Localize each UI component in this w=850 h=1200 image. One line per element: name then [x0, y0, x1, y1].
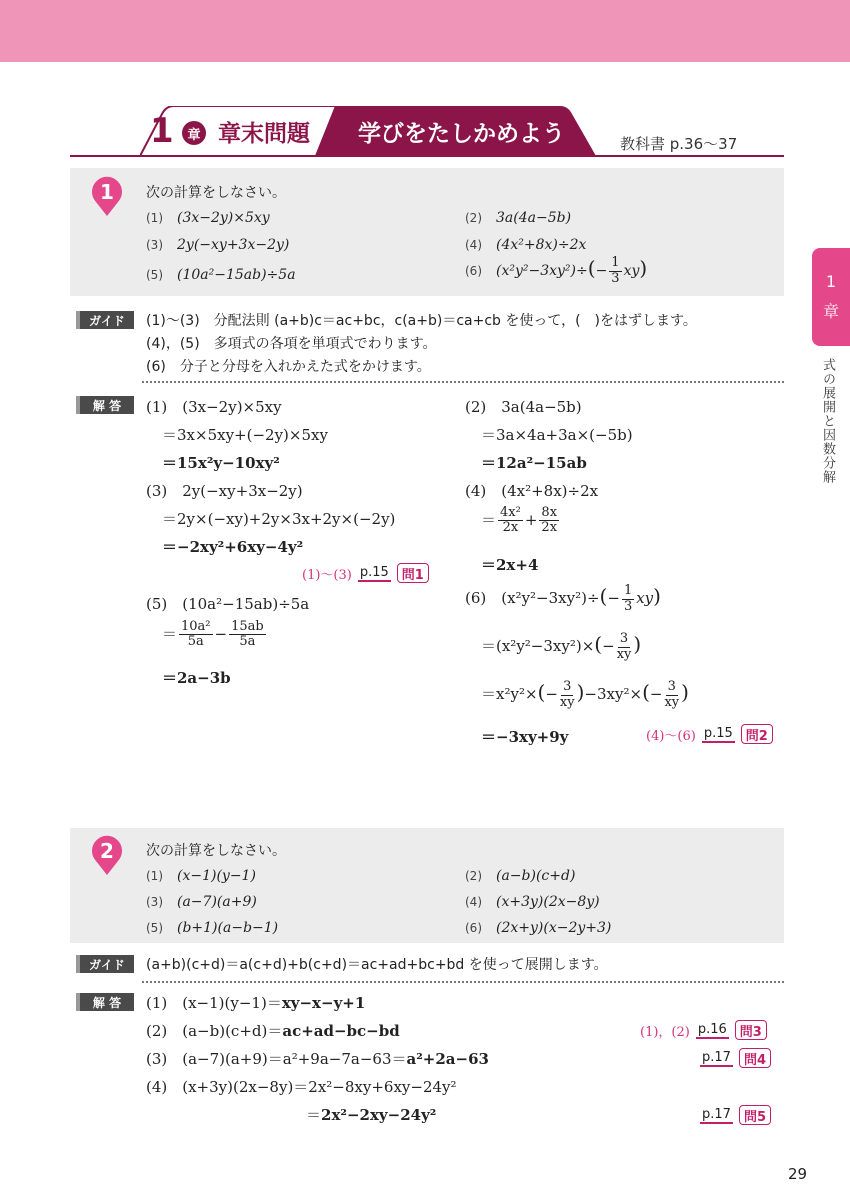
p1-item-5: (5) (10a²−15ab)÷5a — [146, 267, 296, 283]
ref-problem-3 — [640, 1019, 767, 1041]
ref-problem-4 — [700, 1047, 771, 1069]
side-chapter-num: 1 — [825, 272, 837, 291]
guide-label-2: ガイド — [76, 955, 134, 973]
top-color-band — [0, 0, 850, 62]
a6-line-2: ＝(x²y²−3xy²)×(− $\frac{3}{xy}$ ) — [481, 631, 642, 662]
guide-1-line-2: (4)，(5) 多項式の各項を単項式でわります。 — [146, 336, 437, 352]
a1-line-1: (1) (3x−2y)×5xy — [146, 398, 282, 416]
p2-item-3: (3) (a−7)(a+9) — [146, 894, 257, 910]
a2-result: ＝12a²−15ab — [481, 454, 587, 472]
ref-range: (4)〜(6) — [646, 728, 696, 744]
answer-label-2: 解 答 — [76, 993, 134, 1011]
ref-question-badge: 問5 — [739, 1105, 771, 1125]
side-chapter-label: 章 — [822, 302, 839, 321]
divider-1 — [142, 381, 784, 383]
ref-question-badge: 問2 — [741, 724, 773, 744]
a5-line-2: ＝ $\frac{\text{10a²}}{5a}$ − $\frac{15ab}{5a}$ — [162, 619, 264, 650]
a6-line-3: ＝x²y²×(− $\frac{3}{xy}$ )−3xy²×(− $\frac{3}{xy}$ ) — [481, 679, 689, 710]
p1-item-1: (1) (3x−2y)×5xy — [146, 210, 270, 226]
p2-answer-3: (3) (a−7)(a+9)＝a²+9a−7a−63＝a²+2a−63 — [146, 1050, 489, 1068]
p2-answer-1: (1) (x−1)(y−1)＝xy−x−y+1 — [146, 994, 366, 1012]
p2-answer-2: (2) (a−b)(c+d)＝ac+ad−bc−bd — [146, 1022, 400, 1040]
ref-page: p.16 — [697, 1021, 727, 1037]
problem-2-instruction: 次の計算をしなさい。 — [146, 843, 286, 859]
p2-answer-4: (4) (x+3y)(2x−8y)＝2x²−8xy+6xy−24y² — [146, 1078, 457, 1096]
ref-range: (1)〜(3) — [302, 567, 352, 583]
a5-result: ＝2a−3b — [162, 669, 231, 687]
ref-question-badge: 問4 — [739, 1048, 771, 1068]
a1-line-2: ＝3x×5xy+(−2y)×5xy — [162, 426, 328, 444]
guide-label-1: ガイド — [76, 311, 134, 329]
p1-item-2: (2) 3a(4a−5b) — [465, 210, 572, 226]
a6-result: ＝−3xy+9y — [481, 728, 569, 746]
guide-1-line-1: (1)〜(3) 分配法則 (a+b)c＝ac+bc，c(a+b)＝ca+cb を使って，( )をはずします。 — [146, 313, 697, 329]
a4-line-1: (4) (4x²+8x)÷2x — [465, 482, 599, 500]
problem-1-number-icon: 1 — [90, 176, 124, 216]
p1-item-4: (4) (4x²+8x)÷2x — [465, 237, 587, 253]
a4-line-2: ＝ $\frac{\text{4x²}}{2x}$ + $\frac{8x}{2x}$ — [481, 505, 558, 536]
ref-range: (1)，(2) — [640, 1024, 690, 1040]
p2-item-2: (2) (a−b)(c+d) — [465, 868, 576, 884]
p2-item-5: (5) (b+1)(a−b−1) — [146, 920, 279, 936]
a4-result: ＝2x+4 — [481, 556, 539, 574]
ref-page: p.17 — [702, 1106, 731, 1122]
ref-question-badge: 問3 — [735, 1020, 767, 1040]
p2-answer-4-result: ＝2x²−2xy−24y² — [306, 1106, 437, 1124]
p2-item-4: (4) (x+3y)(2x−8y) — [465, 894, 600, 910]
p1-item-6: (6) (x²y²−3xy²)÷(− $\frac{1}{3}$ xy) — [465, 255, 648, 286]
problem-2-number-icon: 2 — [90, 835, 124, 875]
chapter-circle-badge: 章 — [182, 121, 206, 145]
a3-line-1: (3) 2y(−xy+3x−2y) — [146, 482, 303, 500]
textbook-page-ref: 教科書 p.36〜37 — [620, 135, 738, 153]
chapter-subtitle: 学びをたしかめよう — [358, 120, 565, 147]
a2-line-1: (2) 3a(4a−5b) — [465, 398, 582, 416]
page-number: 29 — [788, 1165, 808, 1183]
divider-2 — [142, 981, 784, 983]
a3-result: ＝−2xy²+6xy−4y² — [162, 538, 304, 556]
ref-page: p.15 — [359, 564, 389, 580]
side-chapter-tab — [812, 248, 850, 346]
chapter-title: 章末問題 — [218, 120, 310, 147]
a3-line-2: ＝2y×(−xy)+2y×3x+2y×(−2y) — [162, 510, 396, 528]
ref-problem-2 — [646, 723, 773, 745]
a5-line-1: (5) (10a²−15ab)÷5a — [146, 595, 310, 613]
a2-line-2: ＝3a×4a+3a×(−5b) — [481, 426, 633, 444]
ref-problem-1 — [302, 562, 429, 584]
guide-2-text: (a+b)(c+d)＝a(c+d)+b(c+d)＝ac+ad+bc+bd を使って展開します。 — [146, 957, 608, 973]
problem-1-instruction: 次の計算をしなさい。 — [146, 185, 286, 201]
ref-page: p.15 — [703, 725, 733, 741]
p2-item-6: (6) (2x+y)(x−2y+3) — [465, 920, 612, 936]
chapter-number: 1 — [150, 111, 174, 151]
answer-label-1: 解 答 — [76, 396, 134, 414]
ref-page: p.17 — [702, 1049, 731, 1065]
p2-item-1: (1) (x−1)(y−1) — [146, 868, 256, 884]
side-section-title: 式の展開と因数分解 — [820, 358, 835, 484]
ref-problem-5 — [700, 1104, 771, 1126]
ref-question-badge: 問1 — [397, 563, 429, 583]
guide-1-line-3: (6) 分子と分母を入れかえた式をかけます。 — [146, 359, 431, 375]
a1-result: ＝15x²y−10xy² — [162, 454, 280, 472]
p1-item-3: (3) 2y(−xy+3x−2y) — [146, 237, 290, 253]
a6-line-1: (6) (x²y²−3xy²)÷(− $\frac{1}{3}$ xy) — [465, 583, 661, 614]
